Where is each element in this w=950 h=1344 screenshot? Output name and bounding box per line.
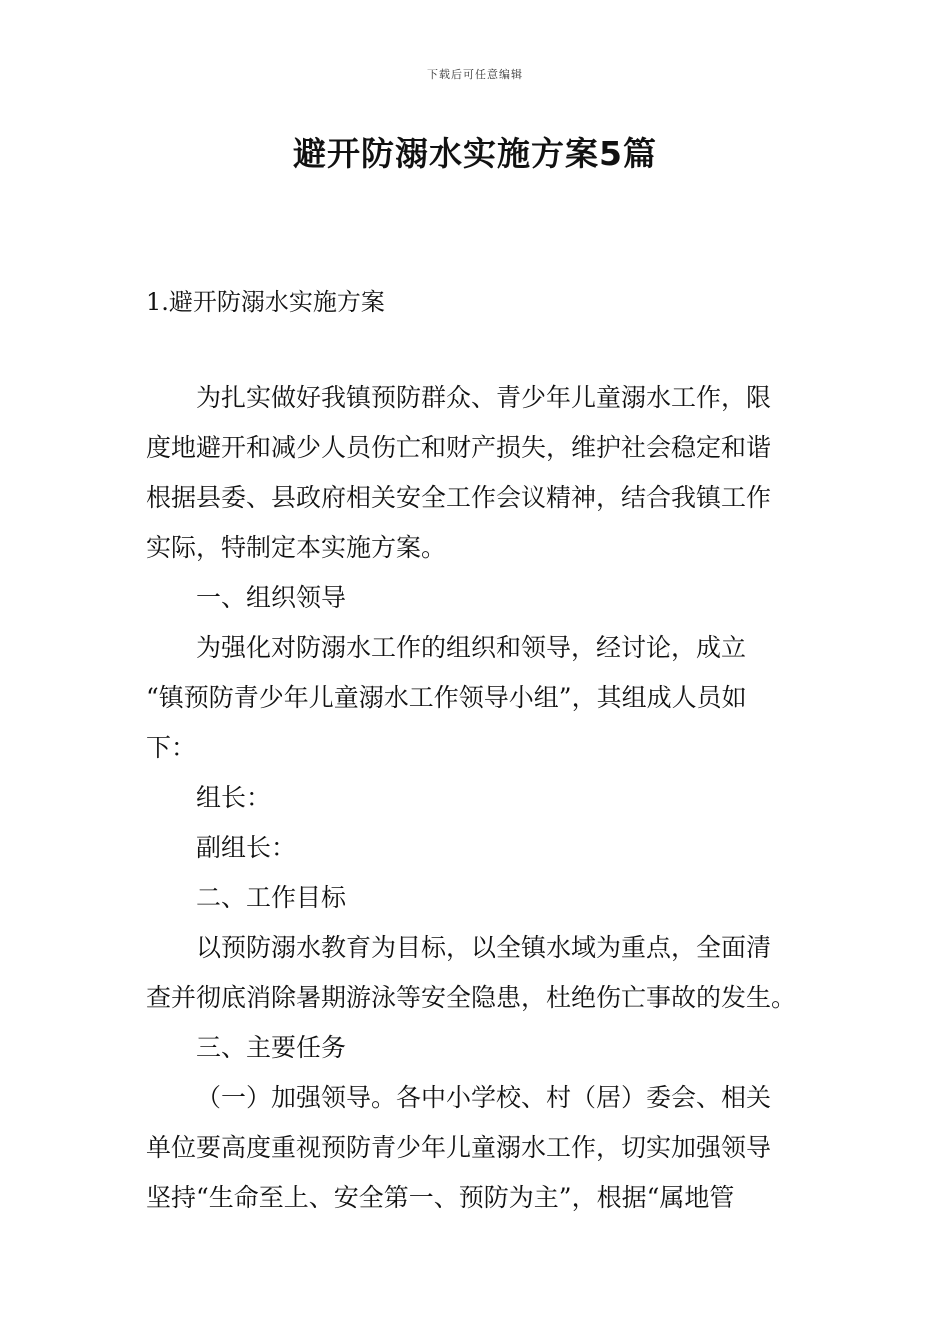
paragraph-organization [146,623,806,773]
text-line: 二、工作目标 [196,883,347,912]
field-leader [146,773,806,823]
text-line: 单位要高度重视预防青少年儿童溺水工作，切实加强领导 [146,1133,772,1162]
text-line: 度地避开和减少人员伤亡和财产损失，维护社会稳定和谐 [146,433,772,462]
text-line: 坚持“生命至上、安全第一、预防为主”，根据“属地管 [146,1183,735,1212]
paragraph-intro [146,373,806,573]
header-watermark: 下载后可任意编辑 [427,68,523,81]
text-line: 副组长： [196,833,297,862]
text-line: 为强化对防溺水工作的组织和领导，经讨论，成立 [196,633,747,662]
text-line: 组长： [196,783,272,812]
heading-tasks [146,1023,806,1073]
text-line: 下： [146,733,197,762]
text-line: 以预防溺水教育为目标，以全镇水域为重点，全面清 [196,933,772,962]
field-deputy-leader [146,823,806,873]
text-line: （一）加强领导。各中小学校、村（居）委会、相关 [196,1083,772,1112]
text-line: 三、主要任务 [196,1033,347,1062]
paragraph-goals [146,923,806,1023]
text-line: 根据县委、县政府相关安全工作会议精神，结合我镇工作 [146,483,772,512]
text-line: 查并彻底消除暑期游泳等安全隐患，杜绝伤亡事故的发生。 [146,983,797,1012]
text-line: 一、组织领导 [196,583,347,612]
heading-organization [146,573,806,623]
document-body [146,373,806,1223]
text-line: 实际，特制定本实施方案。 [146,533,447,562]
text-line: “镇预防青少年儿童溺水工作领导小组”，其组成人员如 [146,683,747,712]
heading-goals [146,873,806,923]
document-title: 避开防溺水实施方案5篇 [293,134,657,173]
text-line: 为扎实做好我镇预防群众、青少年儿童溺水工作，限 [196,383,772,412]
section-title: 1.避开防溺水实施方案 [146,288,385,316]
paragraph-tasks [146,1073,806,1223]
